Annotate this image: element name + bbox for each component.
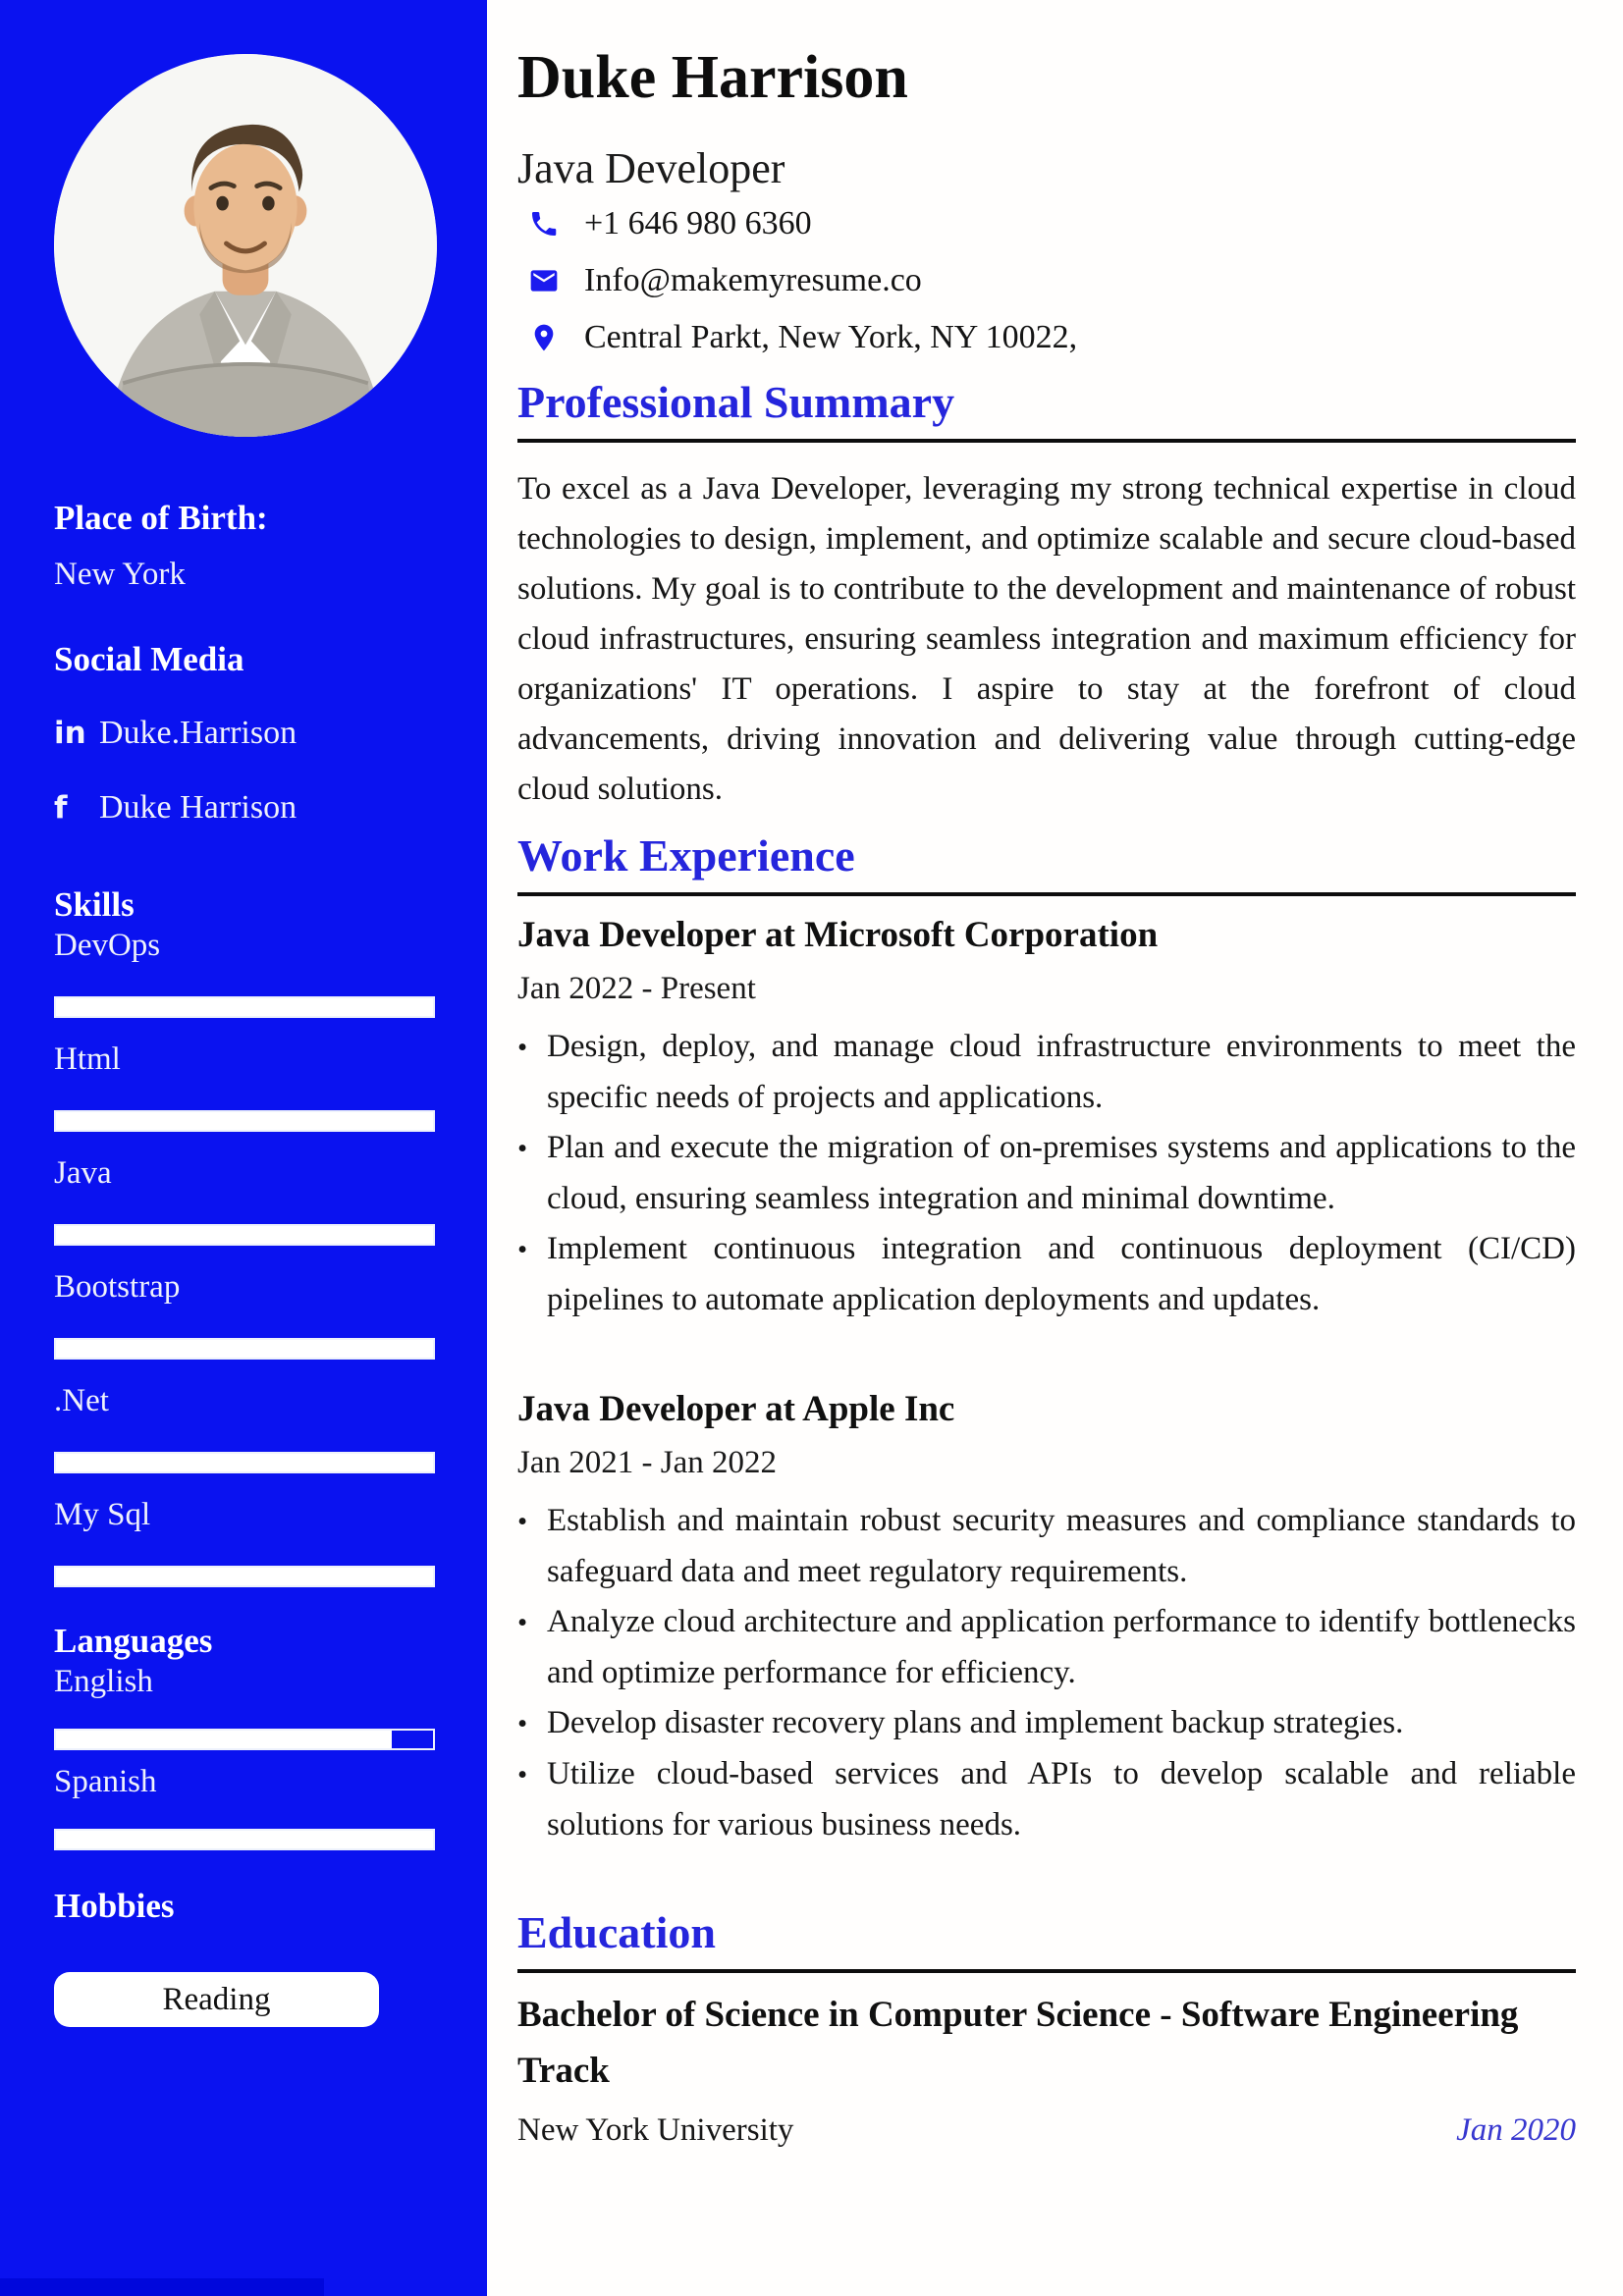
- facebook-handle: Duke Harrison: [99, 789, 298, 826]
- skill-bar-fill: [56, 1568, 433, 1585]
- bullet-icon: •: [517, 1032, 528, 1063]
- job-title: Java Developer at Microsoft Corporation: [517, 915, 1159, 955]
- skill-bar: [54, 1566, 435, 1587]
- job-dates: Jan 2022 - Present: [517, 971, 756, 1006]
- language-item: [54, 1662, 435, 1750]
- job-title: Java Developer at Apple Inc: [517, 1389, 955, 1429]
- bullet-item: [517, 1597, 1576, 1698]
- language-name: Spanish: [54, 1764, 157, 1799]
- skill-bar-fill: [56, 1454, 433, 1471]
- location-pin-icon: [527, 321, 561, 354]
- address-row: [517, 318, 1576, 357]
- skill-bar: [54, 1452, 435, 1473]
- facebook-icon: f: [54, 790, 68, 826]
- main-content: [487, 0, 1623, 2149]
- place-of-birth-heading: Place of Birth:: [54, 499, 268, 537]
- education-heading: Education: [517, 1907, 716, 1957]
- job-bullet-list: [517, 1022, 1576, 1325]
- phone-row: [517, 204, 1576, 243]
- skill-bar-fill: [56, 1226, 433, 1244]
- linkedin-icon: in: [54, 716, 86, 751]
- facebook-row[interactable]: [54, 786, 435, 829]
- skill-item: [54, 1267, 435, 1360]
- skill-name: .Net: [54, 1383, 109, 1418]
- job-entry: [517, 914, 1576, 1325]
- bullet-text: Utilize cloud-based services and APIs to develop scalable and reliable solutions for various business needs.: [547, 1756, 1576, 1842]
- hobbies-heading: Hobbies: [54, 1887, 175, 1925]
- bullet-item: [517, 1749, 1576, 1850]
- bullet-icon: •: [517, 1759, 528, 1790]
- bullet-icon: •: [517, 1506, 528, 1537]
- language-bar: [54, 1829, 435, 1850]
- place-of-birth-value: New York: [54, 557, 186, 592]
- bullet-text: Establish and maintain robust security measures and compliance standards to safeguard data and meet regulatory requirements.: [547, 1503, 1576, 1589]
- skill-item: [54, 926, 435, 1018]
- school-name: New York University: [517, 2112, 794, 2148]
- bullet-text: Implement continuous integration and continuous deployment (CI/CD) pipelines to automate application deployments and updates.: [547, 1231, 1576, 1317]
- linkedin-row[interactable]: [54, 712, 435, 755]
- candidate-role: Java Developer: [517, 144, 785, 192]
- job-bullet-list: [517, 1496, 1576, 1850]
- bullet-icon: •: [517, 1607, 528, 1638]
- job-entry: [517, 1388, 1576, 1850]
- profile-photo: [54, 54, 437, 437]
- work-section-header: [517, 828, 1576, 896]
- bullet-icon: •: [517, 1708, 528, 1739]
- work-heading: Work Experience: [517, 830, 855, 881]
- bullet-item: [517, 1698, 1576, 1749]
- contact-list: [517, 204, 1576, 357]
- language-bar-fill: [56, 1831, 433, 1848]
- education-section: [517, 1905, 1576, 2149]
- education-detail-row: [517, 2112, 1576, 2149]
- skill-bar-fill: [56, 998, 433, 1016]
- skill-name: DevOps: [54, 928, 161, 963]
- bullet-item: [517, 1123, 1576, 1224]
- bullet-icon: •: [517, 1133, 528, 1164]
- education-section-header: [517, 1905, 1576, 1973]
- summary-section-header: [517, 375, 1576, 443]
- skill-bar: [54, 1224, 435, 1246]
- profile-photo-illustration: [54, 54, 437, 437]
- skill-name: Java: [54, 1155, 112, 1191]
- summary-text: To excel as a Java Developer, leveraging my strong technical expertise in cloud technologies to design, implement, and optimize scalable and secure cloud-based solutions. My goal is to contribute to the development and maintenance of robust cloud infrastructures, ensuring seamless integration and maximum efficiency for organizations' IT operations. I aspire to stay at the forefront of cloud advancements, driving innovation and delivering value through cutting-edge cloud solutions.: [517, 471, 1576, 807]
- skill-item: [54, 1495, 435, 1587]
- bullet-text: Design, deploy, and manage cloud infrastructure environments to meet the specific needs of projects and applications.: [547, 1029, 1576, 1115]
- summary-section: [517, 375, 1576, 815]
- page-footer-strip: [0, 2278, 324, 2296]
- address-text: Central Parkt, New York, NY 10022,: [584, 319, 1078, 355]
- social-media-heading: Social Media: [54, 640, 244, 678]
- skill-name: Bootstrap: [54, 1269, 181, 1305]
- skill-name: Html: [54, 1041, 121, 1077]
- skill-item: [54, 1381, 435, 1473]
- summary-heading: Professional Summary: [517, 377, 955, 427]
- skill-item: [54, 1153, 435, 1246]
- languages-heading: Languages: [54, 1622, 213, 1660]
- bullet-text: Plan and execute the migration of on-premises systems and applications to the cloud, ensuring seamless integration and minimal downtime.: [547, 1130, 1576, 1216]
- email-address: Info@makemyresume.co: [584, 262, 922, 298]
- language-bar: [54, 1729, 435, 1750]
- skill-bar-fill: [56, 1112, 433, 1130]
- hobby-pill: Reading: [54, 1972, 379, 2027]
- email-row[interactable]: [517, 261, 1576, 300]
- skill-bar: [54, 1110, 435, 1132]
- bullet-item: [517, 1224, 1576, 1325]
- language-name: English: [54, 1664, 153, 1699]
- bullet-text: Analyze cloud architecture and application performance to identify bottlenecks and optimize performance for efficiency.: [547, 1604, 1576, 1690]
- skill-bar: [54, 1338, 435, 1360]
- job-dates: Jan 2021 - Jan 2022: [517, 1445, 777, 1480]
- linkedin-handle: Duke.Harrison: [99, 715, 298, 751]
- bullet-icon: •: [517, 1234, 528, 1265]
- email-icon: [527, 264, 561, 297]
- skill-bar: [54, 996, 435, 1018]
- skill-name: My Sql: [54, 1497, 151, 1532]
- candidate-name: Duke Harrison: [517, 44, 908, 111]
- phone-icon: [527, 207, 561, 240]
- language-bar-fill: [56, 1731, 392, 1748]
- degree-title: Bachelor of Science in Computer Science - Software Engineering Track: [517, 1995, 1519, 2091]
- skill-item: [54, 1040, 435, 1132]
- bullet-item: [517, 1022, 1576, 1123]
- bullet-item: [517, 1496, 1576, 1597]
- skill-bar-fill: [56, 1340, 433, 1358]
- work-experience-section: [517, 828, 1576, 1850]
- bullet-text: Develop disaster recovery plans and implement backup strategies.: [547, 1705, 1404, 1740]
- phone-number: +1 646 980 6360: [584, 205, 812, 241]
- graduation-date: Jan 2020: [1456, 2112, 1576, 2148]
- sidebar: [0, 0, 487, 2296]
- language-item: [54, 1762, 435, 1850]
- skills-heading: Skills: [54, 885, 135, 924]
